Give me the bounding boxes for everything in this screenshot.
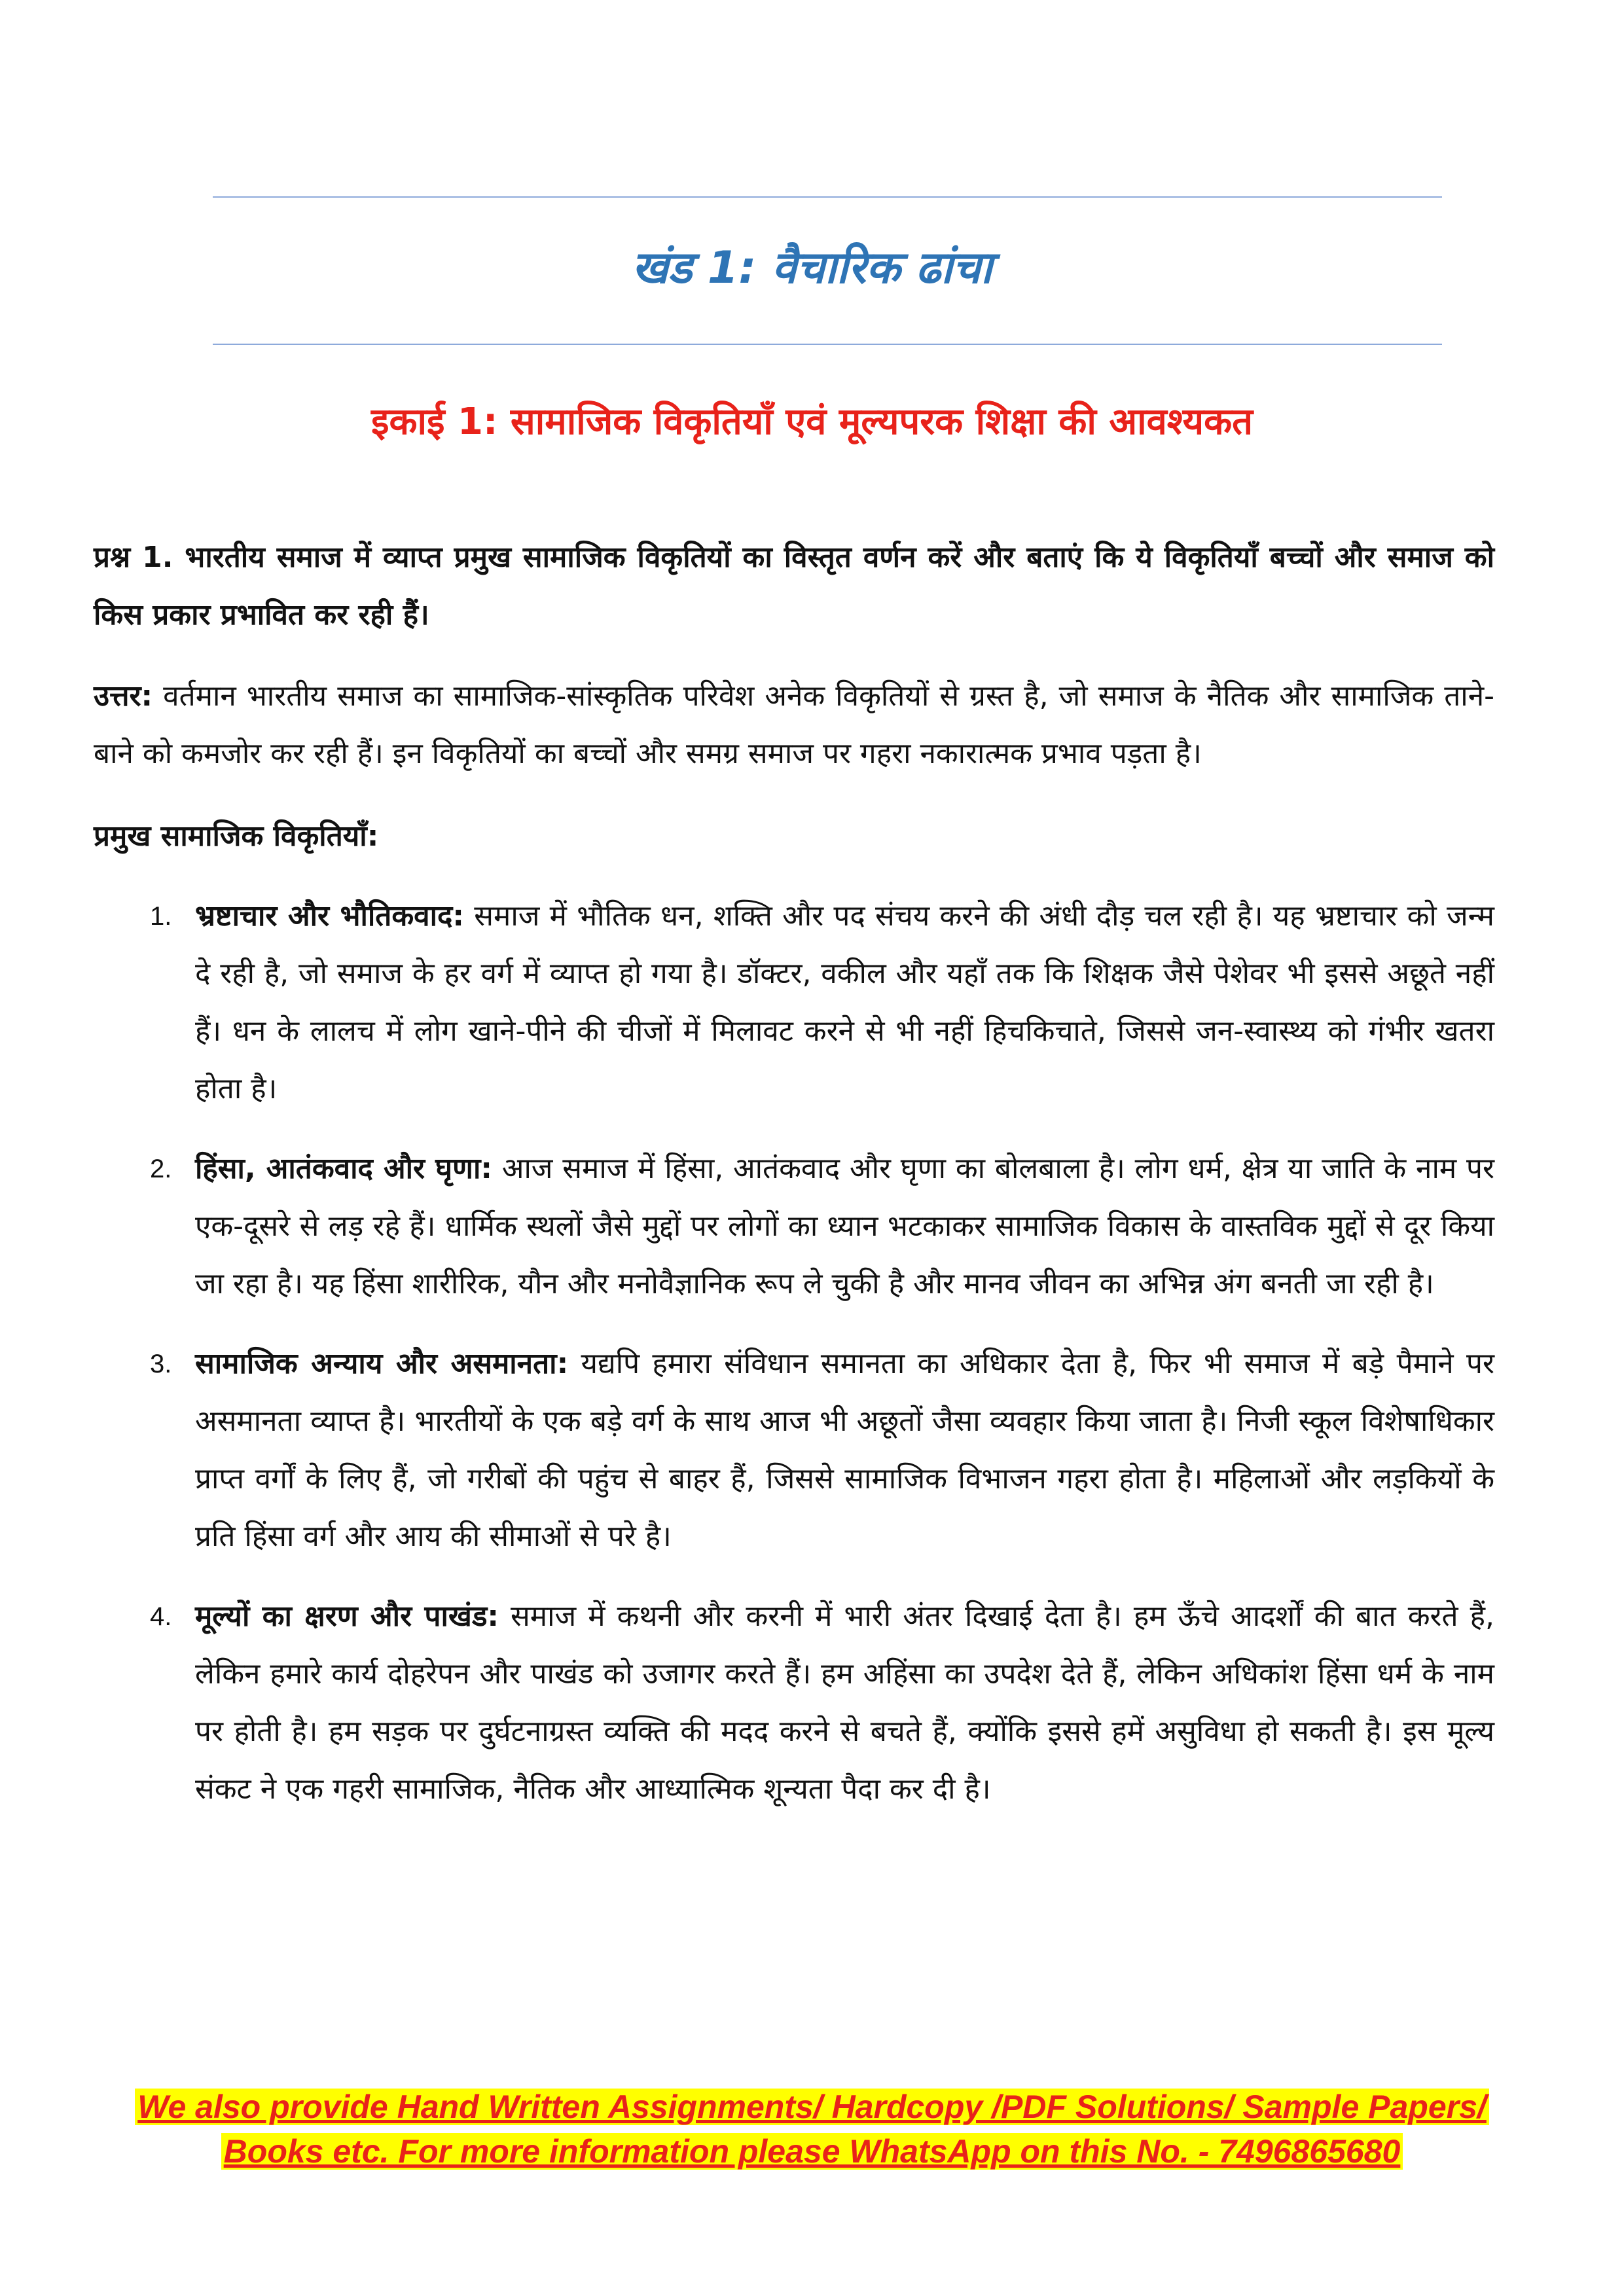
item-number: 1.: [150, 902, 172, 931]
list-heading: प्रमुख सामाजिक विकृतियाँ:: [94, 819, 379, 853]
item-number: 2.: [150, 1155, 172, 1183]
item-text: यद्यपि हमारा संविधान समानता का अधिकार देता है, फिर भी समाज में बड़े पैमाने पर असमानता व्याप्त है। भारतीयों के एक बड़े वर्ग के साथ आज भी अछूतों जैसा व्यवहार किया जाता है। निजी स्कूल विशेषाधिकार प्राप्त वर्गों के लिए हैं, जो गरीबों की पहुंच से बाहर हैं, जिससे सामाजिक विभाजन गहरा होता है। महिलाओं और लड़कियों के प्रति हिंसा वर्ग और आय की सीमाओं से परे है।: [195, 1347, 1494, 1553]
section-title: खंड 1: वैचारिक ढांचा: [632, 242, 992, 294]
list-item: [94, 1140, 1494, 1313]
answer-label: उत्तर:: [94, 679, 153, 713]
item-text: समाज में कथनी और करनी में भारी अंतर दिखाई देता है। हम ऊँचे आदर्शों की बात करते हैं, लेकिन हमारे कार्य दोहरेपन और पाखंड को उजागर करते हैं। हम अहिंसा का उपदेश देते हैं, लेकिन अधिकांश हिंसा धर्म के नाम पर होती है। हम सड़क पर दुर्घटनाग्रस्त व्यक्ति की मदद करने से बचते हैं, क्योंकि इससे हमें असुविधा हो सकती है। इस मूल्य संकट ने एक गहरी सामाजिक, नैतिक और आध्यात्मिक शून्यता पैदा कर दी है।: [195, 1600, 1494, 1806]
item-title: मूल्यों का क्षरण और पाखंड:: [195, 1600, 499, 1633]
item-text: आज समाज में हिंसा, आतंकवाद और घृणा का बोलबाला है। लोग धर्म, क्षेत्र या जाति के नाम पर एक-दूसरे से लड़ रहे हैं। धार्मिक स्थलों जैसे मुद्दों पर लोगों का ध्यान भटकाकर सामाजिक विकास के वास्तविक मुद्दों से दूर किया जा रहा है। यह हिंसा शारीरिक, यौन और मनोवैज्ञानिक रूप ले चुकी है और मानव जीवन का अभिन्न अंग बनती जा रही है।: [195, 1152, 1494, 1300]
item-title: भ्रष्टाचार और भौतिकवाद:: [195, 899, 464, 933]
item-title: हिंसा, आतंकवाद और घृणा:: [195, 1152, 492, 1185]
item-title: सामाजिक अन्याय और असमानता:: [195, 1347, 569, 1380]
item-text: समाज में भौतिक धन, शक्ति और पद संचय करने की अंधी दौड़ चल रही है। यह भ्रष्टाचार को जन्म दे रही है, जो समाज के हर वर्ग में व्याप्त हो गया है। डॉक्टर, वकील और यहाँ तक कि शिक्षक जैसे पेशेवर भी इससे अछूते नहीं हैं। धन के लालच में लोग खाने-पीने की चीजों में मिलावट करने से भी नहीं हिचकिचाते, जिससे जन-स्वास्थ्य को गंभीर खतरा होता है।: [195, 899, 1494, 1105]
promo-line-1: We also provide Hand Written Assignments/ Hardcopy /PDF Solutions/ Sample Papers/: [135, 2089, 1489, 2125]
list-item: [94, 1588, 1494, 1818]
distortions-list: [94, 888, 1494, 1818]
answer-text: वर्तमान भारतीय समाज का सामाजिक-सांस्कृतिक परिवेश अनेक विकृतियों से ग्रस्त है, जो समाज के नैतिक और सामाजिक ताने-बाने को कमजोर कर रही हैं। इन विकृतियों का बच्चों और समग्र समाज पर गहरा नकारात्मक प्रभाव पड़ता है।: [94, 679, 1494, 770]
answer-paragraph: [94, 668, 1494, 783]
item-number: 3.: [150, 1350, 172, 1378]
unit-title: इकाई 1: सामाजिक विकृतियाँ एवं मूल्यपरक शिक्षा की आवश्यकत: [370, 401, 1254, 443]
item-number: 4.: [150, 1602, 172, 1631]
top-divider: [213, 196, 1442, 198]
question-text: प्रश्न 1. भारतीय समाज में व्याप्त प्रमुख सामाजिक विकृतियों का विस्तृत वर्णन करें और बताएं कि ये विकृतियाँ बच्चों और समाज को किस प्रकार प्रभावित कर रही हैं।: [94, 541, 1494, 632]
promo-footer: [0, 2085, 1624, 2174]
list-item: [94, 888, 1494, 1118]
promo-line-2: Books etc. For more information please WhatsApp on this No. - 7496865680: [221, 2133, 1403, 2170]
bottom-divider: [213, 344, 1442, 345]
content-body: [94, 529, 1494, 1840]
list-item: [94, 1335, 1494, 1566]
